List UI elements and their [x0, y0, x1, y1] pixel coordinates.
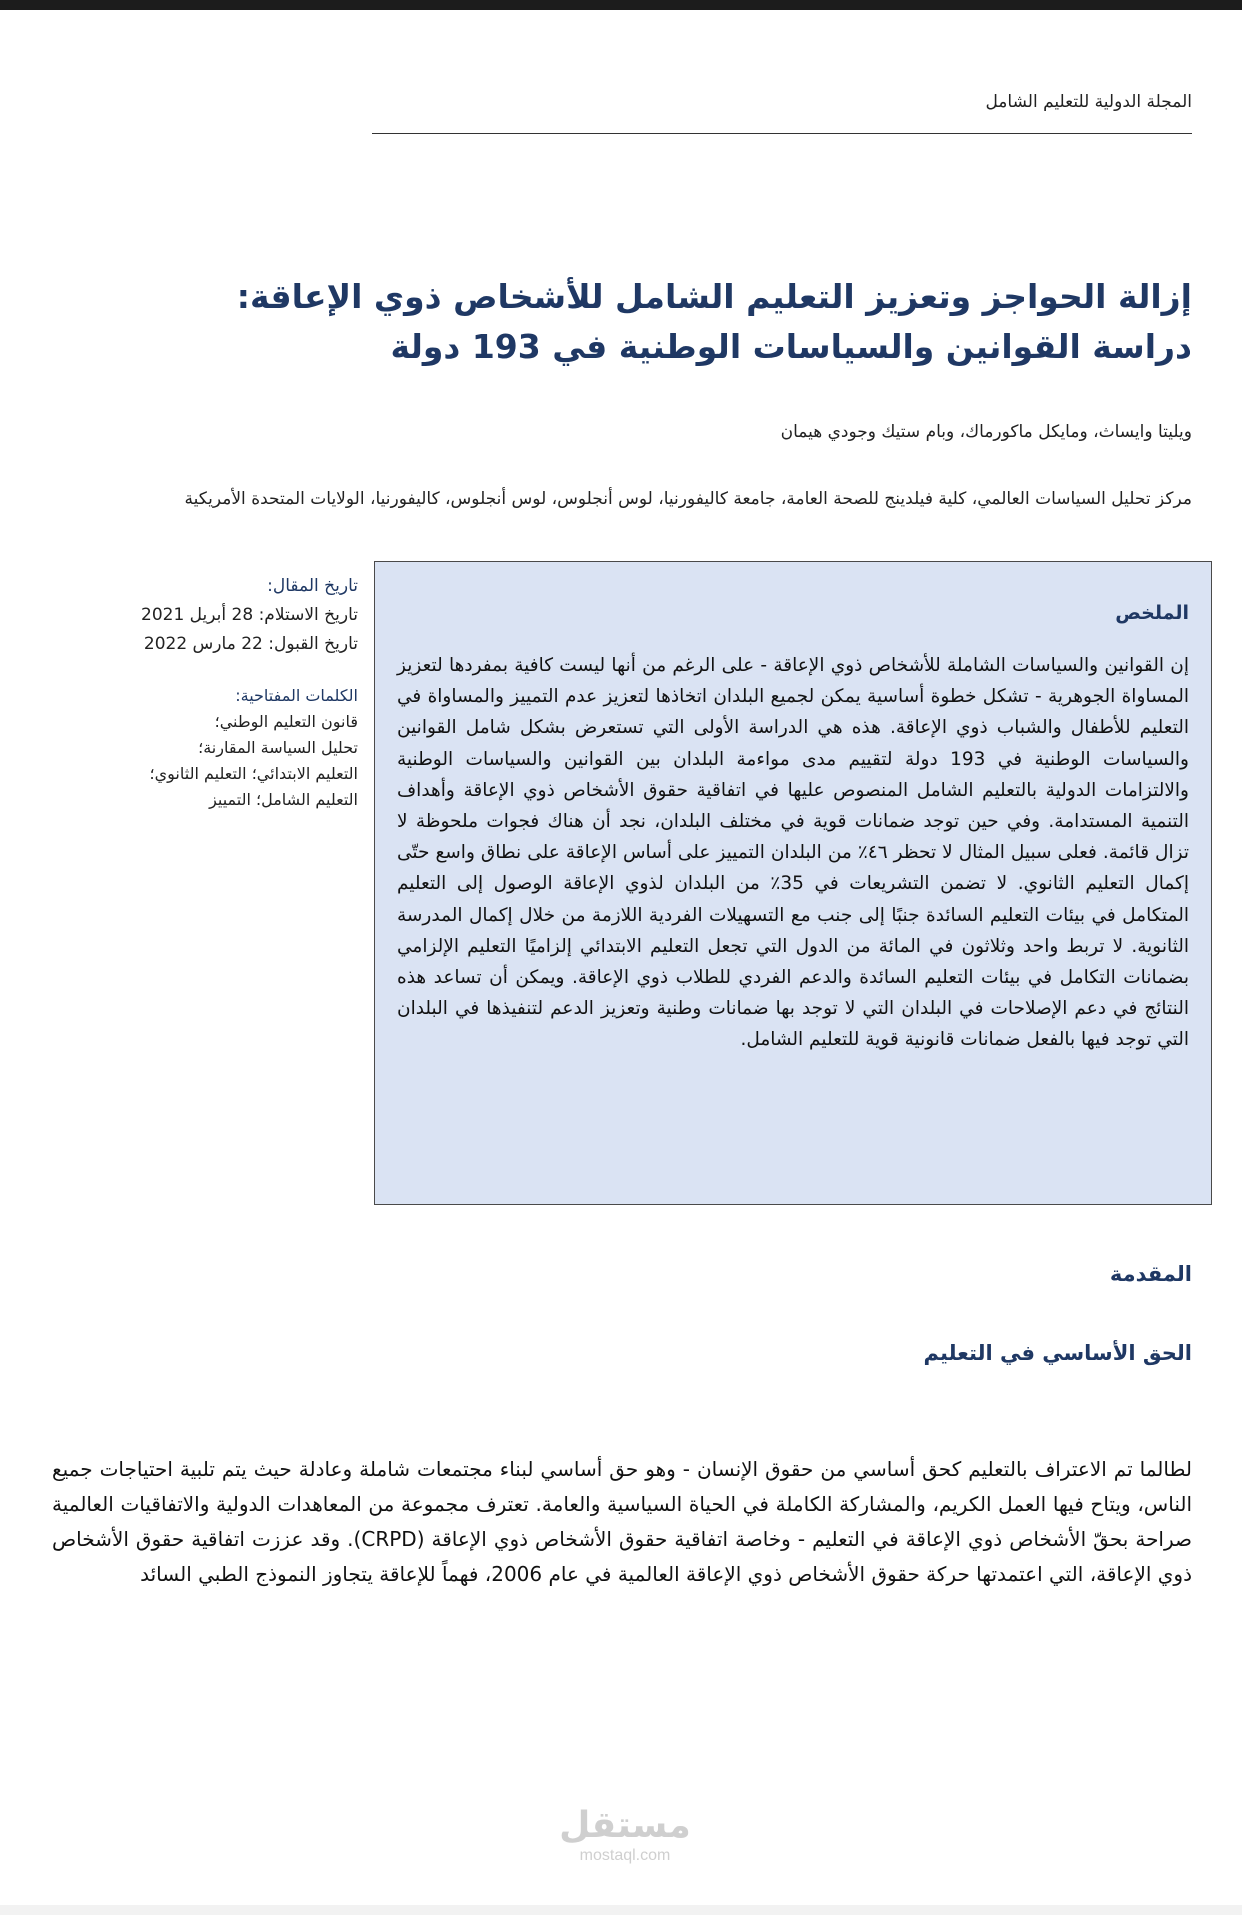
keyword-item: تحليل السياسة المقارنة؛ — [198, 738, 358, 757]
keyword-item: التعليم الابتدائي؛ التعليم الثانوي؛ — [149, 764, 358, 783]
paper-title — [152, 272, 1192, 372]
top-edge-bar — [0, 0, 1242, 10]
title-line-1: إزالة الحواجز وتعزيز التعليم الشامل للأشخاص ذوي الإعاقة: — [236, 277, 1192, 316]
affiliation: مركز تحليل السياسات العالمي، كلية فيلدينج للصحة العامة، جامعة كاليفورنيا، لوس أنجلوس، لوس أنجلوس، كاليفورنيا، الولايات المتحدة الأمريكية — [184, 489, 1192, 509]
mostaql-watermark — [540, 1806, 710, 1866]
bottom-edge-strip — [0, 1905, 1242, 1915]
keyword-item: قانون التعليم الوطني؛ — [214, 712, 358, 731]
watermark-arabic: مستقل — [559, 1805, 691, 1846]
abstract-heading: الملخص — [1115, 602, 1189, 624]
info-spacer — [96, 659, 358, 683]
keywords-heading: الكلمات المفتاحية: — [235, 686, 358, 705]
abstract-text: إن القوانين والسياسات الشاملة للأشخاص ذوي الإعاقة - على الرغم من أنها ليست كافية بمفردها لتعزيز المساواة الجوهرية - تشكل خطوة أساسية يمكن لجميع البلدان اتخاذها لتعزيز عدم التمييز والمساواة في التعليم للأطفال والشباب ذوي الإعاقة. هذه هي الدراسة الأولى التي تستعرض بشكل شامل القوانين والسياسات الوطنية في 193 دولة لتقييم مدى مواءمة البلدان بين القوانين والسياسات الوطنية والالتزامات الدولية بالتعليم الشامل المنصوص عليها في اتفاقية حقوق الأشخاص ذوي الإعاقة وأهداف التنمية المستدامة. وفي حين توجد ضمانات قوية في مختلف البلدان، نجد أن هناك فجوات ملحوظة لا تزال قائمة. فعلى سبيل المثال لا تحظر ٤٦٪ من البلدان التمييز على أساس الإعاقة على نطاق واسع حتّى إكمال التعليم الثانوي. لا تضمن التشريعات في 35٪ من البلدان لذوي الإعاقة الوصول إلى التعليم المتكامل في بيئات التعليم السائدة جنبًا إلى جنب مع التسهيلات الفردية اللازمة من خلال إكمال المدرسة الثانوية. لا تربط واحد وثلاثون في المائة من الدول التي تجعل التعليم الابتدائي إلزاميًا التعليم الإلزامي بضمانات التكامل في بيئات التعليم السائدة والدعم الفردي للطلاب ذوي الإعاقة. ويمكن أن تساعد هذه النتائج في دعم الإصلاحات في البلدان التي لا توجد بها ضمانات وطنية وتعزيز الدعم لتنفيذها في البلدان التي توجد فيها بالفعل ضمانات قانونية قوية للتعليم الشامل. — [397, 655, 1189, 1051]
title-line-2: دراسة القوانين والسياسات الوطنية في 193 دولة — [390, 327, 1192, 366]
article-info-heading: تاريخ المقال: — [267, 576, 358, 596]
header-divider — [372, 133, 1192, 134]
abstract-box — [374, 561, 1212, 1205]
introduction-paragraph: لطالما تم الاعتراف بالتعليم كحق أساسي من حقوق الإنسان - وهو حق أساسي لبناء مجتمعات شاملة وعادلة حيث يتم تلبية احتياجات جميع الناس، ويتاح فيها العمل الكريم، والمشاركة الكاملة في الحياة السياسية والعامة. تعترف مجموعة من المعاهدات الدولية والاتفاقيات العالمية صراحة بحقّ الأشخاص ذوي الإعاقة في التعليم - وخاصة اتفاقية حقوق الأشخاص ذوي الإعاقة (CRPD). وقد عززت اتفاقية حقوق الأشخاص ذوي الإعاقة، التي اعتمدتها حركة حقوق الأشخاص ذوي الإعاقة العالمية في عام 2006، فهماً للإعاقة يتجاوز النموذج الطبي السائد — [52, 1457, 1193, 1586]
introduction-heading: المقدمة — [1109, 1262, 1192, 1286]
right-to-education-heading: الحق الأساسي في التعليم — [923, 1341, 1192, 1365]
received-date: تاريخ الاستلام: 28 أبريل 2021 — [141, 605, 358, 625]
watermark-latin: mostaql.com — [579, 1847, 671, 1864]
article-info — [96, 572, 358, 813]
journal-name: المجلة الدولية للتعليم الشامل — [985, 92, 1192, 112]
accepted-date: تاريخ القبول: 22 مارس 2022 — [143, 634, 358, 654]
authors: ويليتا وايساث، ومايكل ماكورماك، وبام ستيك وجودي هيمان — [780, 422, 1192, 442]
keyword-item: التعليم الشامل؛ التمييز — [209, 790, 358, 809]
